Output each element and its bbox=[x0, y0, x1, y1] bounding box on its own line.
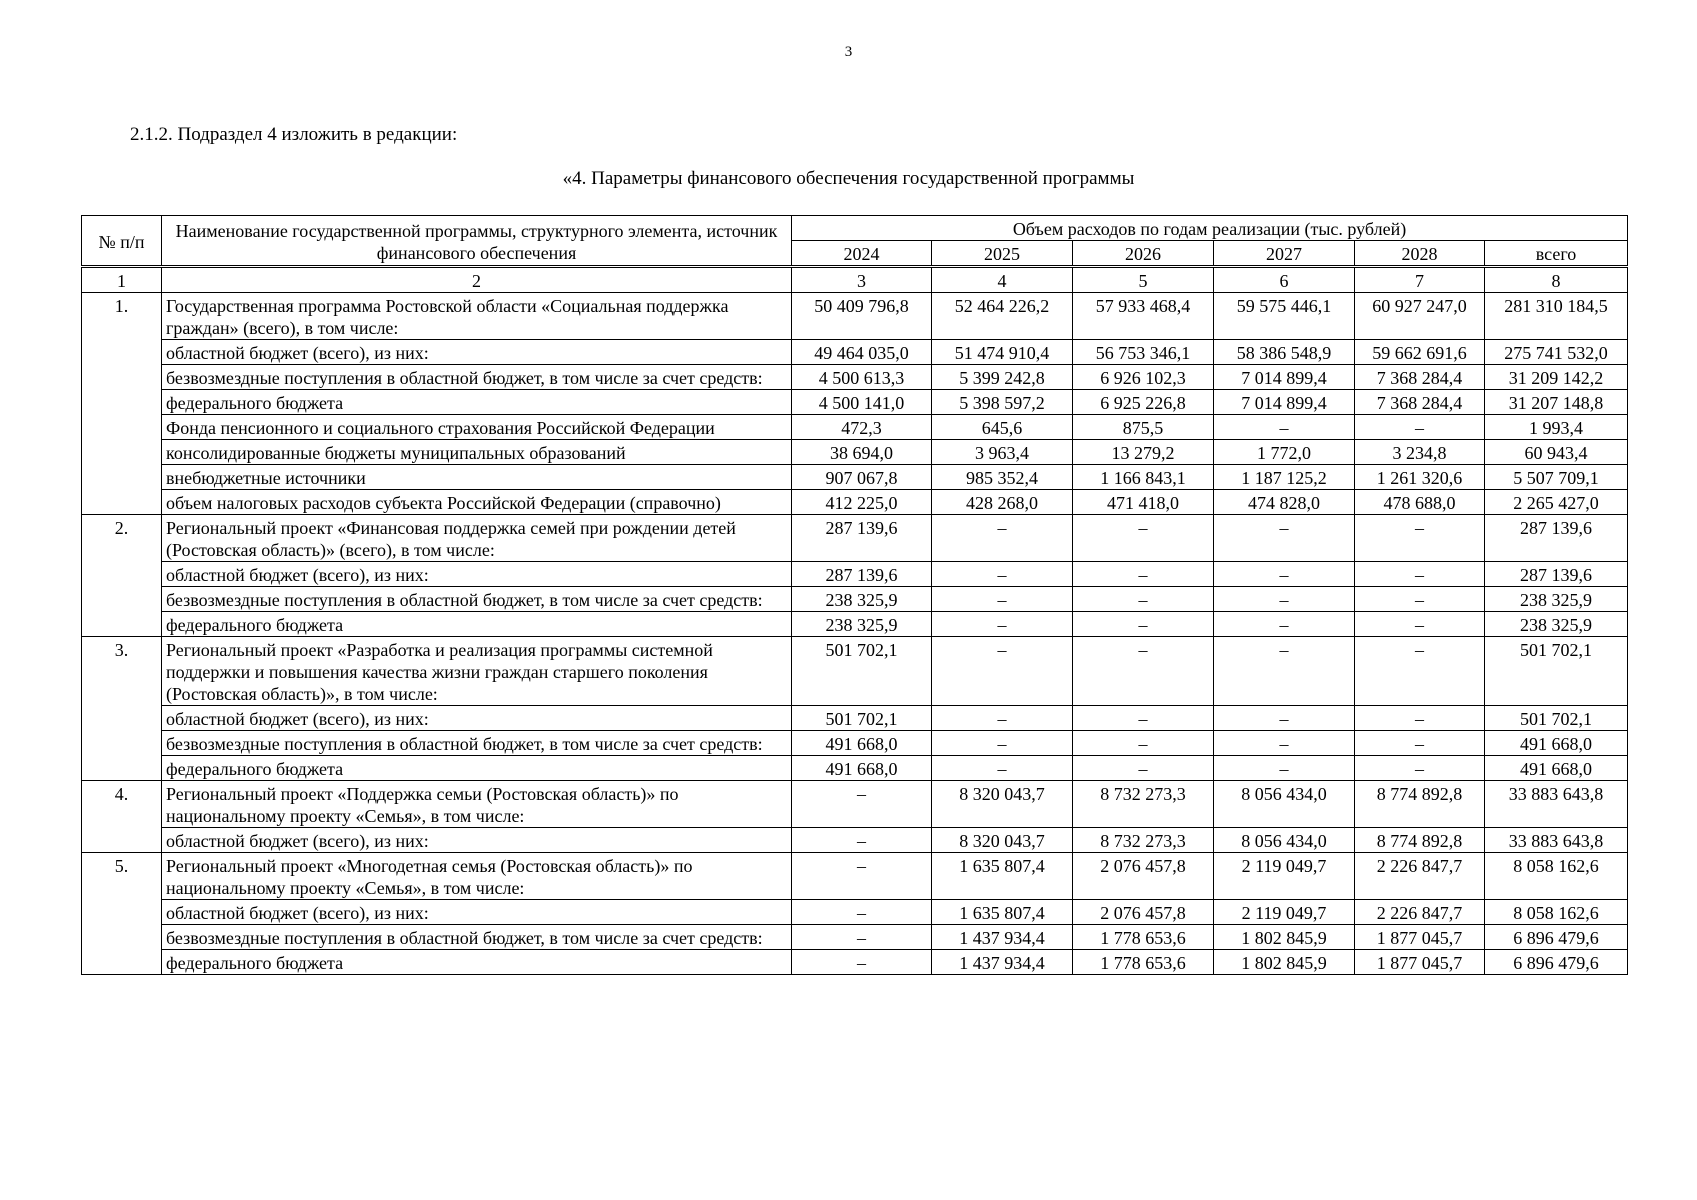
row-year-value: – bbox=[1214, 562, 1355, 587]
row-year-value: 238 325,9 bbox=[792, 612, 932, 637]
row-year-value: – bbox=[932, 637, 1073, 706]
table-body bbox=[82, 267, 1628, 975]
row-year-value: 1 437 934,4 bbox=[932, 950, 1073, 975]
row-year-value: – bbox=[1073, 637, 1214, 706]
row-name: Региональный проект «Многодетная семья (Ростовская область)» по национальному проекту «Семья», в том числе: bbox=[162, 853, 792, 900]
row-year-value: – bbox=[792, 950, 932, 975]
table-row bbox=[82, 465, 1628, 490]
row-total-value: 501 702,1 bbox=[1485, 637, 1628, 706]
row-year-value: – bbox=[792, 828, 932, 853]
table-row bbox=[82, 706, 1628, 731]
row-year-value: 4 500 613,3 bbox=[792, 365, 932, 390]
header-volume: Объем расходов по годам реализации (тыс. рублей) bbox=[792, 216, 1628, 241]
column-number: 5 bbox=[1073, 267, 1214, 293]
row-year-value: 7 368 284,4 bbox=[1355, 390, 1485, 415]
row-name: федерального бюджета bbox=[162, 950, 792, 975]
row-total-value: 1 993,4 bbox=[1485, 415, 1628, 440]
row-year-value: – bbox=[1214, 587, 1355, 612]
row-number: 1. bbox=[82, 293, 162, 515]
row-year-value: 412 225,0 bbox=[792, 490, 932, 515]
row-year-value: – bbox=[1214, 515, 1355, 562]
table-row bbox=[82, 925, 1628, 950]
row-total-value: 8 058 162,6 bbox=[1485, 853, 1628, 900]
row-total-value: 5 507 709,1 bbox=[1485, 465, 1628, 490]
row-number: 4. bbox=[82, 781, 162, 853]
row-year-value: – bbox=[1214, 731, 1355, 756]
row-year-value: – bbox=[1355, 587, 1485, 612]
row-year-value: 501 702,1 bbox=[792, 637, 932, 706]
row-total-value: 491 668,0 bbox=[1485, 731, 1628, 756]
table-row bbox=[82, 440, 1628, 465]
row-name: областной бюджет (всего), из них: bbox=[162, 900, 792, 925]
row-year-value: 6 925 226,8 bbox=[1073, 390, 1214, 415]
row-year-value: 7 014 899,4 bbox=[1214, 390, 1355, 415]
row-year-value: – bbox=[792, 925, 932, 950]
row-year-value: 56 753 346,1 bbox=[1073, 340, 1214, 365]
table-row bbox=[82, 731, 1628, 756]
row-year-value: 4 500 141,0 bbox=[792, 390, 932, 415]
row-year-value: – bbox=[1355, 731, 1485, 756]
row-year-value: 491 668,0 bbox=[792, 731, 932, 756]
column-number: 3 bbox=[792, 267, 932, 293]
row-year-value: 2 119 049,7 bbox=[1214, 853, 1355, 900]
row-year-value: – bbox=[932, 756, 1073, 781]
row-year-value: 985 352,4 bbox=[932, 465, 1073, 490]
row-year-value: 1 778 653,6 bbox=[1073, 925, 1214, 950]
row-year-value: 8 056 434,0 bbox=[1214, 781, 1355, 828]
row-year-value: – bbox=[1073, 612, 1214, 637]
table-row bbox=[82, 365, 1628, 390]
row-total-value: 6 896 479,6 bbox=[1485, 950, 1628, 975]
row-year-value: – bbox=[1073, 562, 1214, 587]
row-name: федерального бюджета bbox=[162, 756, 792, 781]
row-year-value: 1 261 320,6 bbox=[1355, 465, 1485, 490]
row-year-value: 3 963,4 bbox=[932, 440, 1073, 465]
row-year-value: 2 076 457,8 bbox=[1073, 853, 1214, 900]
row-name: безвозмездные поступления в областной бюджет, в том числе за счет средств: bbox=[162, 365, 792, 390]
row-year-value: – bbox=[1355, 562, 1485, 587]
table-row bbox=[82, 490, 1628, 515]
row-name: Государственная программа Ростовской области «Социальная поддержка граждан» (всего), в том числе: bbox=[162, 293, 792, 340]
row-year-value: – bbox=[1355, 706, 1485, 731]
row-year-value: 58 386 548,9 bbox=[1214, 340, 1355, 365]
column-number: 8 bbox=[1485, 267, 1628, 293]
row-year-value: 3 234,8 bbox=[1355, 440, 1485, 465]
row-total-value: 33 883 643,8 bbox=[1485, 781, 1628, 828]
row-name: Региональный проект «Поддержка семьи (Ростовская область)» по национальному проекту «Семья», в том числе: bbox=[162, 781, 792, 828]
row-year-value: – bbox=[1355, 756, 1485, 781]
row-total-value: 8 058 162,6 bbox=[1485, 900, 1628, 925]
row-year-value: 1 437 934,4 bbox=[932, 925, 1073, 950]
table-title: «4. Параметры финансового обеспечения государственной программы bbox=[562, 168, 1135, 189]
table-row bbox=[82, 950, 1628, 975]
row-total-value: 275 741 532,0 bbox=[1485, 340, 1628, 365]
row-year-value: 59 662 691,6 bbox=[1355, 340, 1485, 365]
row-name: внебюджетные источники bbox=[162, 465, 792, 490]
row-year-value: 2 119 049,7 bbox=[1214, 900, 1355, 925]
row-year-value: 472,3 bbox=[792, 415, 932, 440]
row-year-value: – bbox=[1355, 515, 1485, 562]
row-year-value: 1 802 845,9 bbox=[1214, 950, 1355, 975]
row-year-value: 8 732 273,3 bbox=[1073, 781, 1214, 828]
row-year-value: 59 575 446,1 bbox=[1214, 293, 1355, 340]
row-year-value: 474 828,0 bbox=[1214, 490, 1355, 515]
row-year-value: – bbox=[932, 587, 1073, 612]
row-year-value: 60 927 247,0 bbox=[1355, 293, 1485, 340]
column-number: 1 bbox=[82, 267, 162, 293]
row-year-value: 1 635 807,4 bbox=[932, 900, 1073, 925]
row-number: 3. bbox=[82, 637, 162, 781]
header-total: всего bbox=[1485, 241, 1628, 267]
table-row bbox=[82, 781, 1628, 828]
row-year-value: – bbox=[1214, 756, 1355, 781]
row-year-value: – bbox=[1214, 706, 1355, 731]
row-year-value: 428 268,0 bbox=[932, 490, 1073, 515]
table-row bbox=[82, 390, 1628, 415]
row-year-value: – bbox=[792, 900, 932, 925]
row-year-value: 8 732 273,3 bbox=[1073, 828, 1214, 853]
row-year-value: – bbox=[932, 515, 1073, 562]
row-total-value: 287 139,6 bbox=[1485, 515, 1628, 562]
row-year-value: – bbox=[932, 562, 1073, 587]
row-total-value: 60 943,4 bbox=[1485, 440, 1628, 465]
row-year-value: 238 325,9 bbox=[792, 587, 932, 612]
row-year-value: – bbox=[1355, 415, 1485, 440]
row-name: безвозмездные поступления в областной бюджет, в том числе за счет средств: bbox=[162, 731, 792, 756]
row-year-value: – bbox=[1214, 612, 1355, 637]
table-row bbox=[82, 515, 1628, 562]
row-year-value: – bbox=[1073, 587, 1214, 612]
row-year-value: 7 014 899,4 bbox=[1214, 365, 1355, 390]
row-year-value: 875,5 bbox=[1073, 415, 1214, 440]
row-year-value: 1 635 807,4 bbox=[932, 853, 1073, 900]
row-total-value: 31 207 148,8 bbox=[1485, 390, 1628, 415]
row-year-value: 8 774 892,8 bbox=[1355, 781, 1485, 828]
row-year-value: – bbox=[1073, 515, 1214, 562]
row-year-value: 2 226 847,7 bbox=[1355, 900, 1485, 925]
column-number-row bbox=[82, 267, 1628, 293]
table-row bbox=[82, 637, 1628, 706]
row-name: Региональный проект «Финансовая поддержка семей при рождении детей (Ростовская область)» (всего), в том числе: bbox=[162, 515, 792, 562]
row-year-value: 52 464 226,2 bbox=[932, 293, 1073, 340]
row-name: Фонда пенсионного и социального страхования Российской Федерации bbox=[162, 415, 792, 440]
column-number: 4 bbox=[932, 267, 1073, 293]
financing-table bbox=[81, 215, 1628, 975]
table-row bbox=[82, 900, 1628, 925]
row-year-value: 50 409 796,8 bbox=[792, 293, 932, 340]
row-year-value: 471 418,0 bbox=[1073, 490, 1214, 515]
row-year-value: 1 187 125,2 bbox=[1214, 465, 1355, 490]
row-year-value: – bbox=[1214, 415, 1355, 440]
row-year-value: – bbox=[792, 853, 932, 900]
row-year-value: 8 056 434,0 bbox=[1214, 828, 1355, 853]
row-name: областной бюджет (всего), из них: bbox=[162, 340, 792, 365]
row-year-value: 491 668,0 bbox=[792, 756, 932, 781]
row-year-value: – bbox=[1355, 637, 1485, 706]
row-name: Региональный проект «Разработка и реализация программы системной поддержки и повышения качества жизни граждан старшего поколения (Ростовская область)», в том числе: bbox=[162, 637, 792, 706]
row-year-value: 2 226 847,7 bbox=[1355, 853, 1485, 900]
table-row bbox=[82, 612, 1628, 637]
row-total-value: 31 209 142,2 bbox=[1485, 365, 1628, 390]
row-total-value: 238 325,9 bbox=[1485, 612, 1628, 637]
row-year-value: 38 694,0 bbox=[792, 440, 932, 465]
row-year-value: 13 279,2 bbox=[1073, 440, 1214, 465]
row-number: 2. bbox=[82, 515, 162, 637]
table-row bbox=[82, 562, 1628, 587]
header-year: 2024 bbox=[792, 241, 932, 267]
row-year-value: 645,6 bbox=[932, 415, 1073, 440]
row-year-value: – bbox=[932, 612, 1073, 637]
intro-text: 2.1.2. Подраздел 4 изложить в редакции: bbox=[130, 124, 458, 145]
table-row bbox=[82, 340, 1628, 365]
row-year-value: 1 877 045,7 bbox=[1355, 950, 1485, 975]
row-year-value: 1 778 653,6 bbox=[1073, 950, 1214, 975]
row-year-value: – bbox=[1073, 756, 1214, 781]
row-total-value: 238 325,9 bbox=[1485, 587, 1628, 612]
row-year-value: 8 320 043,7 bbox=[932, 828, 1073, 853]
row-year-value: – bbox=[1355, 612, 1485, 637]
row-total-value: 6 896 479,6 bbox=[1485, 925, 1628, 950]
row-name: безвозмездные поступления в областной бюджет, в том числе за счет средств: bbox=[162, 925, 792, 950]
row-year-value: – bbox=[932, 731, 1073, 756]
row-year-value: 907 067,8 bbox=[792, 465, 932, 490]
table-row bbox=[82, 587, 1628, 612]
row-name: областной бюджет (всего), из них: bbox=[162, 828, 792, 853]
header-year: 2028 bbox=[1355, 241, 1485, 267]
row-year-value: – bbox=[1214, 637, 1355, 706]
row-year-value: 7 368 284,4 bbox=[1355, 365, 1485, 390]
header-year: 2026 bbox=[1073, 241, 1214, 267]
header-name: Наименование государственной программы, структурного элемента, источник финансового обеспечения bbox=[162, 216, 792, 267]
row-year-value: 1 772,0 bbox=[1214, 440, 1355, 465]
row-name: федерального бюджета bbox=[162, 390, 792, 415]
row-year-value: 49 464 035,0 bbox=[792, 340, 932, 365]
row-name: объем налоговых расходов субъекта Российской Федерации (справочно) bbox=[162, 490, 792, 515]
page-number: 3 bbox=[844, 44, 853, 60]
row-year-value: – bbox=[1073, 731, 1214, 756]
row-year-value: – bbox=[1073, 706, 1214, 731]
row-year-value: 478 688,0 bbox=[1355, 490, 1485, 515]
header-year: 2025 bbox=[932, 241, 1073, 267]
row-total-value: 501 702,1 bbox=[1485, 706, 1628, 731]
header-year: 2027 bbox=[1214, 241, 1355, 267]
row-total-value: 287 139,6 bbox=[1485, 562, 1628, 587]
table-row bbox=[82, 756, 1628, 781]
row-year-value: 5 399 242,8 bbox=[932, 365, 1073, 390]
row-year-value: 6 926 102,3 bbox=[1073, 365, 1214, 390]
header-no: № п/п bbox=[82, 216, 162, 267]
table-row bbox=[82, 415, 1628, 440]
row-name: областной бюджет (всего), из них: bbox=[162, 706, 792, 731]
row-year-value: 1 877 045,7 bbox=[1355, 925, 1485, 950]
row-name: безвозмездные поступления в областной бюджет, в том числе за счет средств: bbox=[162, 587, 792, 612]
row-year-value: – bbox=[932, 706, 1073, 731]
table-row bbox=[82, 853, 1628, 900]
row-year-value: 1 166 843,1 bbox=[1073, 465, 1214, 490]
row-total-value: 491 668,0 bbox=[1485, 756, 1628, 781]
row-year-value: 8 320 043,7 bbox=[932, 781, 1073, 828]
table-row bbox=[82, 828, 1628, 853]
row-year-value: 1 802 845,9 bbox=[1214, 925, 1355, 950]
row-year-value: 51 474 910,4 bbox=[932, 340, 1073, 365]
row-year-value: 2 076 457,8 bbox=[1073, 900, 1214, 925]
row-name: областной бюджет (всего), из них: bbox=[162, 562, 792, 587]
row-total-value: 281 310 184,5 bbox=[1485, 293, 1628, 340]
row-year-value: 8 774 892,8 bbox=[1355, 828, 1485, 853]
row-year-value: 287 139,6 bbox=[792, 515, 932, 562]
row-name: консолидированные бюджеты муниципальных образований bbox=[162, 440, 792, 465]
row-number: 5. bbox=[82, 853, 162, 975]
row-year-value: – bbox=[792, 781, 932, 828]
row-total-value: 2 265 427,0 bbox=[1485, 490, 1628, 515]
row-year-value: 57 933 468,4 bbox=[1073, 293, 1214, 340]
row-year-value: 5 398 597,2 bbox=[932, 390, 1073, 415]
row-year-value: 287 139,6 bbox=[792, 562, 932, 587]
row-name: федерального бюджета bbox=[162, 612, 792, 637]
row-year-value: 501 702,1 bbox=[792, 706, 932, 731]
column-number: 7 bbox=[1355, 267, 1485, 293]
row-total-value: 33 883 643,8 bbox=[1485, 828, 1628, 853]
column-number: 6 bbox=[1214, 267, 1355, 293]
table-row bbox=[82, 293, 1628, 340]
column-number: 2 bbox=[162, 267, 792, 293]
